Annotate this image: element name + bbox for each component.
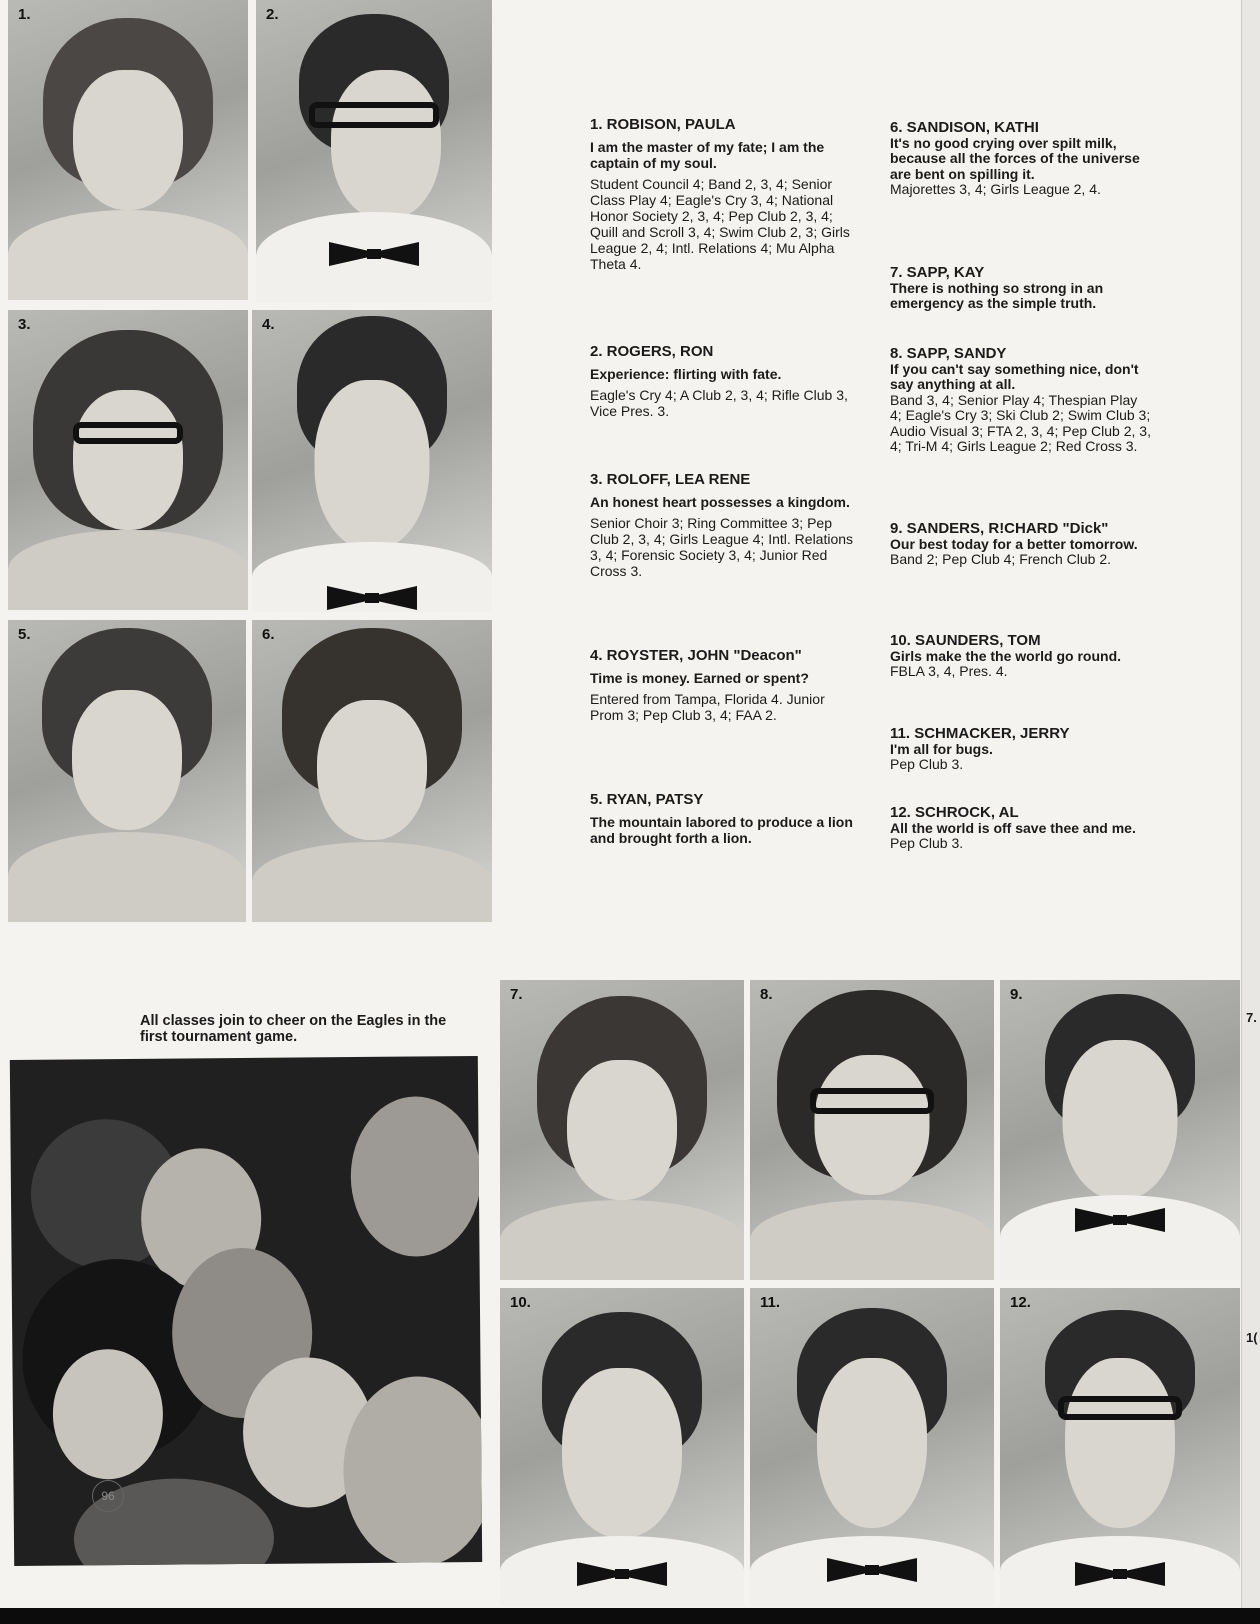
bottom-border bbox=[0, 1608, 1260, 1624]
portrait-11 bbox=[750, 1288, 994, 1606]
portrait-number: 9. bbox=[1010, 986, 1023, 1003]
page-number: 96 bbox=[92, 1480, 124, 1512]
student-name: 1. ROBISON, PAULA bbox=[590, 116, 736, 133]
entry-8 bbox=[890, 346, 1152, 455]
shoulders bbox=[750, 1200, 994, 1280]
portrait-number: 8. bbox=[760, 986, 773, 1003]
crowd-face bbox=[52, 1349, 163, 1480]
entry-1 bbox=[590, 117, 855, 272]
face bbox=[72, 690, 182, 830]
student-activities: Eagle's Cry 4; A Club 2, 3, 4; Rifle Club 3, Vice Pres. 3. bbox=[590, 387, 848, 419]
student-name: 4. ROYSTER, JOHN "Deacon" bbox=[590, 647, 802, 664]
face bbox=[331, 70, 441, 220]
shoulders bbox=[8, 530, 248, 610]
student-quote: I am the master of my fate; I am the captain of my soul. bbox=[590, 139, 825, 171]
bow-tie-icon bbox=[827, 1558, 917, 1582]
student-name: 5. RYAN, PATSY bbox=[590, 791, 704, 808]
entry-3 bbox=[590, 472, 855, 579]
crowd-face bbox=[343, 1376, 483, 1566]
portrait-number: 12. bbox=[1010, 1294, 1031, 1311]
student-activities: Entered from Tampa, Florida 4. Junior Prom 3; Pep Club 3, 4; FAA 2. bbox=[590, 691, 825, 723]
student-quote: It's no good crying over spilt milk, because all the forces of the universe are bent on spilling it. bbox=[890, 134, 1140, 182]
entry-12 bbox=[890, 805, 1152, 852]
glasses-icon bbox=[810, 1088, 934, 1114]
edge-fragment: 7. bbox=[1246, 1010, 1257, 1025]
glasses-icon bbox=[73, 422, 183, 444]
portrait-9 bbox=[1000, 980, 1240, 1280]
portrait-10 bbox=[500, 1288, 744, 1606]
crowd-face bbox=[350, 1096, 481, 1257]
student-activities: Senior Choir 3; Ring Committee 3; Pep Club 2, 3, 4; Girls League 4; Intl. Relations 3, 4; Forensic Society 3, 4; Junior Red Cross 3. bbox=[590, 515, 854, 579]
student-name: 2. ROGERS, RON bbox=[590, 343, 714, 360]
portrait-3 bbox=[8, 310, 248, 610]
glasses-icon bbox=[1058, 1396, 1182, 1420]
crowd-photo bbox=[10, 1056, 482, 1566]
face bbox=[562, 1368, 682, 1538]
bow-tie-icon bbox=[1075, 1208, 1165, 1232]
portrait-2 bbox=[256, 0, 492, 302]
student-name: 3. ROLOFF, LEA RENE bbox=[590, 471, 751, 488]
entry-9 bbox=[890, 521, 1152, 568]
face bbox=[815, 1055, 930, 1195]
portrait-number: 7. bbox=[510, 986, 523, 1003]
bow-tie-icon bbox=[577, 1562, 667, 1586]
student-activities: Majorettes 3, 4; Girls League 2, 4. bbox=[890, 181, 1101, 197]
portrait-7 bbox=[500, 980, 744, 1280]
portrait-6 bbox=[252, 620, 492, 922]
entry-5 bbox=[590, 792, 855, 851]
student-name: 7. SAPP, KAY bbox=[890, 264, 985, 281]
student-quote: An honest heart possesses a kingdom. bbox=[590, 494, 850, 510]
bow-tie-icon bbox=[1075, 1562, 1165, 1586]
portrait-number: 11. bbox=[760, 1294, 781, 1311]
portrait-number: 10. bbox=[510, 1294, 531, 1311]
shoulders bbox=[8, 210, 248, 300]
student-name: 9. SANDERS, R!CHARD "Dick" bbox=[890, 520, 1109, 537]
portrait-5 bbox=[8, 620, 246, 922]
student-activities: Student Council 4; Band 2, 3, 4; Senior Class Play 4; Eagle's Cry 3, 4; National Honor Society 2, 3, 4; Pep Club 2, 3, 4; Quill and Scroll 3, 4; Swim Club 2, 3; Girls League 2, 4; Intl. Relations 4; Mu Alpha Theta 4. bbox=[590, 176, 850, 272]
student-activities: Band 2; Pep Club 4; French Club 2. bbox=[890, 551, 1112, 567]
photo-caption: All classes join to cheer on the Eagles in the first tournament game. bbox=[140, 1013, 447, 1045]
student-name: 12. SCHROCK, AL bbox=[890, 804, 1019, 821]
portrait-number: 4. bbox=[262, 316, 275, 333]
face bbox=[73, 70, 183, 210]
student-activities: Band 3, 4; Senior Play 4; Thespian Play 4; Eagle's Cry 3; Ski Club 2; Swim Club 3; Audio Visual 3; FTA 2, 3, 4; Pep Club 2, 3, 4; Tri-M 4; Girls League 2; Red Cross 3. bbox=[890, 391, 1151, 454]
student-name: 11. SCHMACKER, JERRY bbox=[890, 725, 1070, 742]
edge-fragment: 1( bbox=[1246, 1330, 1258, 1345]
student-name: 6. SANDISON, KATHI bbox=[890, 119, 1039, 136]
portrait-12 bbox=[1000, 1288, 1240, 1606]
student-quote: There is nothing so strong in an emergency as the simple truth. bbox=[890, 279, 1104, 311]
portrait-1 bbox=[8, 0, 248, 300]
portrait-number: 5. bbox=[18, 626, 31, 643]
student-quote: If you can't say something nice, don't say anything at all. bbox=[890, 360, 1139, 392]
student-activities: FBLA 3, 4, Pres. 4. bbox=[890, 663, 1008, 679]
entry-7 bbox=[890, 265, 1152, 312]
student-quote: I'm all for bugs. bbox=[890, 740, 993, 757]
entry-4 bbox=[590, 648, 855, 723]
adjacent-page-edge bbox=[1241, 0, 1260, 1624]
face bbox=[567, 1060, 677, 1200]
entry-6 bbox=[890, 120, 1152, 198]
face bbox=[1063, 1040, 1178, 1200]
shoulders bbox=[252, 842, 492, 922]
portrait-number: 2. bbox=[266, 6, 279, 23]
student-quote: Time is money. Earned or spent? bbox=[590, 670, 809, 686]
shoulders bbox=[8, 832, 246, 922]
student-quote: All the world is off save thee and me. bbox=[890, 819, 1136, 836]
portrait-number: 1. bbox=[18, 6, 31, 23]
face bbox=[1065, 1358, 1175, 1528]
student-quote: Experience: flirting with fate. bbox=[590, 366, 782, 382]
student-name: 8. SAPP, SANDY bbox=[890, 345, 1007, 362]
student-activities: Pep Club 3. bbox=[890, 756, 964, 772]
portrait-number: 3. bbox=[18, 316, 31, 333]
student-activities: Pep Club 3. bbox=[890, 835, 964, 851]
face bbox=[73, 390, 183, 530]
student-quote: Girls make the the world go round. bbox=[890, 647, 1122, 664]
entry-11 bbox=[890, 726, 1152, 773]
bow-tie-icon bbox=[327, 586, 417, 610]
glasses-icon bbox=[309, 102, 439, 128]
entry-10 bbox=[890, 633, 1152, 680]
portrait-number: 6. bbox=[262, 626, 275, 643]
face bbox=[315, 380, 430, 550]
portrait-8 bbox=[750, 980, 994, 1280]
student-quote: The mountain labored to produce a lion and brought forth a lion. bbox=[590, 814, 853, 846]
entry-2 bbox=[590, 344, 855, 419]
shoulders bbox=[500, 1200, 744, 1280]
face bbox=[817, 1358, 927, 1528]
student-name: 10. SAUNDERS, TOM bbox=[890, 632, 1041, 649]
student-quote: Our best today for a better tomorrow. bbox=[890, 535, 1138, 552]
face bbox=[317, 700, 427, 840]
portrait-4 bbox=[252, 310, 492, 612]
bow-tie-icon bbox=[329, 242, 419, 266]
